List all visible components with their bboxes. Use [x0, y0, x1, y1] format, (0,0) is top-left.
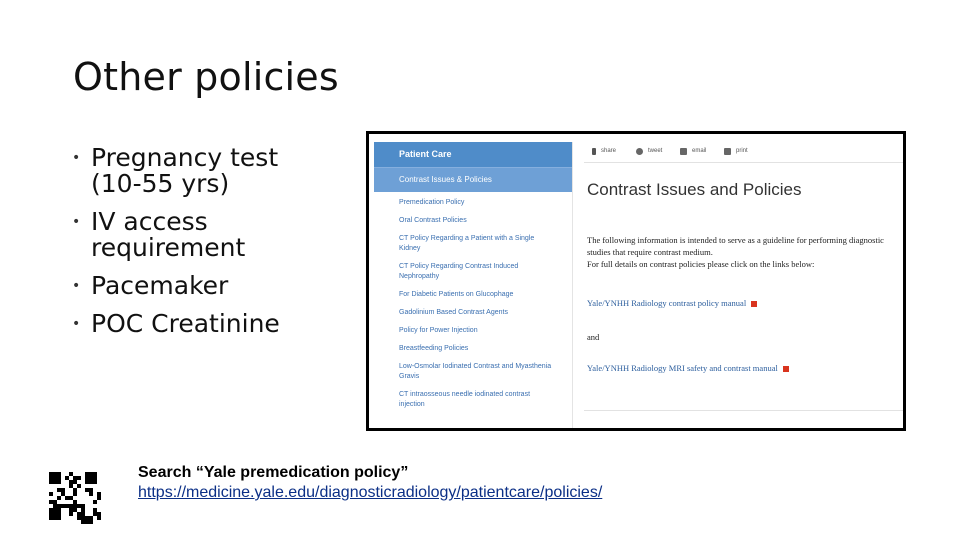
sidebar-item[interactable]: CT Policy Regarding a Patient with a Single Kidney — [399, 235, 535, 252]
pdf-icon — [751, 301, 757, 307]
email-icon — [680, 148, 687, 155]
tweet-label: tweet — [648, 148, 663, 154]
facebook-icon — [592, 148, 596, 155]
sidebar-item[interactable]: CT Policy Regarding Contrast Induced Nephropathy — [399, 263, 519, 280]
print-button[interactable] — [724, 142, 768, 160]
website-sidebar — [374, 142, 573, 431]
search-instruction: Search “Yale premedication policy” — [138, 464, 409, 481]
slide-title: Other policies — [73, 55, 339, 99]
twitter-icon — [636, 148, 643, 155]
share-label: share — [601, 148, 617, 154]
policies-url-link[interactable]: https://medicine.yale.edu/diagnosticradiology/patientcare/policies/ — [138, 484, 603, 501]
bullet-text: Pregnancy test (10-55 yrs) — [91, 143, 279, 198]
divider — [584, 410, 904, 411]
bullet-item — [72, 145, 322, 197]
intro-line: The following information is intended to serve as a guideline for performing diagnostic studies that require contrast medium. — [587, 235, 884, 257]
bullet-dot-icon: • — [72, 214, 81, 230]
share-bar — [584, 142, 904, 160]
sidebar-item[interactable]: Premedication Policy — [399, 199, 465, 206]
sidebar-list — [374, 192, 572, 410]
bullet-text: Pacemaker — [91, 271, 229, 300]
print-icon — [724, 148, 731, 155]
bullet-dot-icon: • — [72, 316, 81, 332]
sidebar-item[interactable]: Breastfeeding Policies — [399, 345, 469, 352]
link-text: Yale/YNHH Radiology contrast policy manual — [587, 298, 747, 308]
email-label: email — [692, 148, 707, 154]
tweet-button[interactable] — [636, 142, 680, 160]
bullet-item — [72, 273, 322, 299]
bullet-list — [72, 145, 322, 349]
contrast-manual-link[interactable] — [587, 298, 757, 308]
bullet-dot-icon: • — [72, 150, 81, 166]
bullet-text: POC Creatinine — [91, 309, 280, 338]
bullet-item — [72, 209, 322, 261]
sidebar-item[interactable]: Gadolinium Based Contrast Agents — [399, 309, 508, 316]
link-text: Yale/YNHH Radiology MRI safety and contrast manual — [587, 363, 778, 373]
email-button[interactable] — [680, 142, 724, 160]
and-text: and — [587, 332, 600, 342]
intro-line: For full details on contrast policies please click on the links below: — [587, 259, 815, 269]
intro-text — [587, 234, 897, 270]
bullet-item — [72, 311, 322, 337]
print-label: print — [736, 148, 748, 154]
sidebar-item[interactable]: For Diabetic Patients on Glucophage — [399, 291, 514, 298]
sidebar-item[interactable]: Low-Osmolar Iodinated Contrast and Myasthenia Gravis — [399, 363, 552, 380]
qr-code-icon — [49, 472, 101, 524]
bullet-text: IV access requirement — [91, 207, 246, 262]
sidebar-item[interactable]: Oral Contrast Policies — [399, 217, 467, 224]
sidebar-item-active[interactable]: Contrast Issues & Policies — [374, 167, 572, 192]
sidebar-header[interactable]: Patient Care — [374, 142, 572, 167]
divider — [584, 162, 904, 163]
pdf-icon — [783, 366, 789, 372]
website-screenshot — [366, 131, 906, 431]
mri-manual-link[interactable] — [587, 363, 789, 373]
website-main — [584, 134, 904, 431]
sidebar-item[interactable]: CT intraosseous needle iodinated contrast injection — [399, 391, 531, 408]
page-heading: Contrast Issues and Policies — [587, 180, 802, 199]
bullet-dot-icon: • — [72, 278, 81, 294]
sidebar-item[interactable]: Policy for Power Injection — [399, 327, 478, 334]
share-button[interactable] — [592, 142, 636, 160]
